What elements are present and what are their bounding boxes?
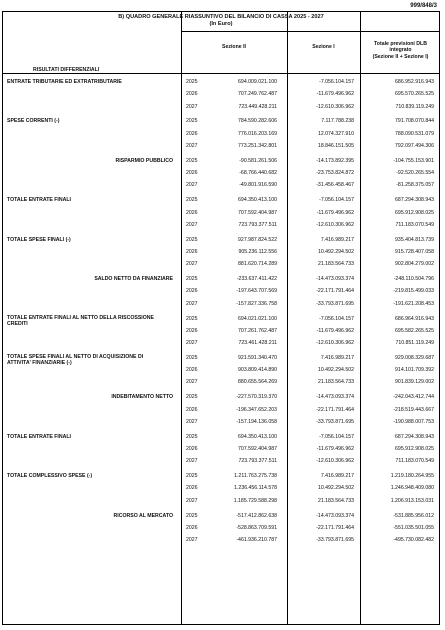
value-sezione-ii: -68.766.440.682	[239, 170, 277, 177]
value-totale: 902.804.279.002	[395, 261, 434, 268]
row-label: TOTALE ENTRATE FINALI	[7, 197, 71, 204]
value-sezione-ii: -157.194.136.058	[236, 418, 277, 425]
table-title-line2: (In Euro)	[209, 21, 233, 27]
table-row	[3, 470, 439, 482]
table-row	[3, 325, 439, 337]
table-row	[3, 510, 439, 522]
row-year: 2027	[186, 458, 198, 465]
row-year: 2027	[186, 103, 198, 110]
value-sezione-i: -11.679.496.962	[316, 91, 354, 98]
page-reference: 999/848/3	[410, 3, 437, 9]
value-sezione-ii: 1.211.763.275.738	[234, 473, 277, 480]
table-row	[3, 364, 439, 376]
value-sezione-ii: 880.655.564.269	[238, 379, 277, 386]
value-sezione-i: 21.183.564.733	[317, 261, 354, 268]
value-sezione-i: -33.793.871.695	[316, 537, 354, 543]
value-sezione-ii: 723.793.377.511	[238, 458, 277, 465]
value-totale: -92.520.265.554	[396, 170, 434, 177]
row-label: TOTALE SPESE FINALI AL NETTO DI ACQUISIZIONE DI ATTIVITA' FINANZIARIE (-)	[7, 353, 144, 367]
table-title-line1: B) QUADRO GENERALE RIASSUNTIVO DEL BILANCIO DI CASSA 2025 - 2027	[118, 14, 324, 20]
value-totale: -81.258.375.057	[396, 182, 434, 189]
value-sezione-i: 21.183.564.733	[317, 497, 354, 504]
value-sezione-ii: 773.251.342.801	[238, 142, 277, 149]
value-sezione-ii: 927.987.824.522	[238, 236, 277, 243]
row-year: 2027	[186, 300, 198, 307]
value-sezione-ii: 694.350.413.100	[238, 197, 277, 204]
value-totale: 901.839.129.002	[395, 379, 434, 386]
value-sezione-i: -11.679.496.962	[316, 446, 354, 452]
value-sezione-i: -33.793.871.695	[316, 418, 354, 425]
value-sezione-ii: 694.009.021.100	[238, 79, 277, 85]
table-row	[3, 455, 439, 467]
table-row	[3, 140, 439, 152]
table-row	[3, 482, 439, 494]
value-sezione-i: -12.610.306.962	[316, 458, 354, 465]
value-sezione-i: -7.056.104.157	[319, 433, 354, 440]
value-totale: 695.570.265.525	[395, 91, 434, 98]
table-row	[3, 207, 439, 219]
value-totale: 695.912.908.025	[395, 209, 434, 216]
value-totale: 1.206.913.153.031	[390, 497, 434, 504]
value-totale: 711.183.070.549	[395, 458, 434, 465]
value-sezione-ii: 881.620.714.289	[238, 261, 277, 268]
row-year: 2027	[186, 537, 198, 543]
row-year: 2025	[186, 157, 198, 164]
row-year: 2025	[186, 236, 198, 243]
value-totale: 686.964.916.943	[395, 315, 434, 322]
row-year: 2026	[186, 327, 198, 334]
table-row	[3, 88, 439, 100]
value-sezione-ii: 903.809.414.890	[238, 367, 277, 374]
value-sezione-i: 7.416.989.217	[320, 236, 354, 243]
value-sezione-i: 10.492.294.502	[317, 367, 354, 374]
value-sezione-ii: 723.793.377.511	[238, 221, 277, 228]
value-sezione-i: 7.117.788.238	[321, 118, 354, 125]
value-totale: 1.246.948.409.080	[390, 485, 434, 492]
value-totale: 929.008.329.687	[395, 354, 434, 361]
table-row	[3, 76, 439, 88]
value-totale: 687.294.308.943	[395, 433, 434, 440]
value-sezione-i: -7.056.104.157	[319, 79, 354, 85]
row-label: RISPARMIO PUBBLICO	[115, 157, 173, 164]
value-sezione-i: -7.056.104.157	[319, 315, 354, 322]
value-totale: -190.988.007.753	[393, 418, 434, 425]
value-sezione-i: -14.473.093.374	[316, 394, 354, 401]
row-year: 2027	[186, 418, 198, 425]
value-totale: -495.730.082.482	[393, 537, 434, 543]
value-sezione-i: -11.679.496.962	[316, 209, 354, 216]
value-sezione-i: -14.473.093.374	[316, 512, 354, 519]
value-sezione-ii: 707.261.762.487	[238, 327, 277, 334]
row-year: 2025	[186, 433, 198, 440]
value-totale: 1.219.180.264.955	[390, 473, 434, 480]
value-sezione-ii: 784.590.282.606	[238, 118, 277, 125]
table-row	[3, 313, 439, 325]
value-totale: 710.851.119.249	[395, 340, 434, 346]
value-sezione-ii: 694.350.413.100	[238, 433, 277, 440]
value-sezione-ii: -461.936.210.787	[236, 537, 277, 543]
value-totale: 686.952.916.943	[395, 79, 434, 85]
row-year: 2026	[186, 367, 198, 374]
value-sezione-ii: -197.643.707.569	[236, 288, 277, 295]
value-totale: -531.885.956.012	[393, 512, 434, 519]
header-divider	[3, 73, 439, 74]
row-year: 2026	[186, 130, 198, 137]
value-totale: -218.519.443.667	[393, 406, 434, 413]
table-row	[3, 376, 439, 388]
table-row	[3, 194, 439, 206]
row-label: TOTALE COMPLESSIVO SPESE (-)	[7, 473, 93, 480]
value-sezione-ii: 905.236.112.556	[238, 248, 277, 255]
value-sezione-i: -12.610.306.962	[316, 221, 354, 228]
row-year: 2026	[186, 288, 198, 295]
summary-table	[2, 11, 440, 625]
value-totale: 695.582.265.525	[395, 327, 434, 334]
value-sezione-ii: 1.236.456.114.578	[234, 485, 277, 492]
table-row	[3, 246, 439, 258]
value-sezione-i: 7.416.989.217	[320, 473, 354, 480]
row-year: 2027	[186, 379, 198, 386]
header-totale-line1: Totale previsioni DLB	[374, 41, 427, 47]
row-label: TOTALE SPESE FINALI (-)	[7, 236, 71, 243]
value-totale: 711.183.070.549	[395, 221, 434, 228]
header-sezione-ii: Sezione II	[222, 44, 246, 50]
value-totale: -248.110.504.796	[393, 276, 434, 283]
table-row	[3, 416, 439, 428]
value-sezione-i: -14.173.892.395	[316, 157, 354, 164]
value-sezione-i: 18.846.151.505	[317, 142, 354, 149]
value-sezione-i: -12.610.306.962	[316, 103, 354, 110]
row-label: ENTRATE TRIBUTARIE ED EXTRATRIBUTARIE	[7, 79, 122, 85]
header-sezione-i: Sezione I	[312, 44, 335, 50]
row-year: 2027	[186, 497, 198, 504]
row-year: 2025	[186, 79, 198, 85]
value-totale: 914.101.709.392	[395, 367, 434, 374]
table-row	[3, 522, 439, 534]
row-year: 2025	[186, 512, 198, 519]
value-sezione-i: -23.753.824.872	[316, 170, 354, 177]
row-label: INDEBITAMENTO NETTO	[111, 394, 173, 401]
table-row	[3, 534, 439, 546]
value-totale: 935.404.813.739	[395, 236, 434, 243]
value-sezione-ii: 1.185.729.588.298	[233, 497, 277, 504]
row-year: 2026	[186, 209, 198, 216]
row-year: 2025	[186, 354, 198, 361]
table-row	[3, 443, 439, 455]
value-sezione-ii: -196.347.652.203	[236, 406, 277, 413]
header-totale	[360, 41, 441, 60]
row-year: 2026	[186, 406, 198, 413]
table-row	[3, 258, 439, 270]
value-sezione-i: 10.492.294.502	[317, 248, 354, 255]
row-year: 2025	[186, 276, 198, 283]
table-row	[3, 101, 439, 113]
row-label: SPESE CORRENTI (-)	[7, 118, 60, 125]
value-sezione-ii: -227.570.319.370	[236, 394, 277, 401]
value-sezione-i: 21.183.564.733	[317, 379, 354, 386]
row-year: 2027	[186, 261, 198, 268]
table-row	[3, 115, 439, 127]
value-sezione-i: -7.056.104.157	[319, 197, 354, 204]
table-row	[3, 234, 439, 246]
row-year: 2027	[186, 182, 198, 189]
header-totale-line3: (Sezione II + Sezione I)	[372, 53, 429, 60]
value-sezione-i: -11.679.496.962	[316, 327, 354, 334]
value-totale: 791.708.070.844	[395, 118, 434, 125]
table-row	[3, 285, 439, 297]
table-row	[3, 273, 439, 285]
row-year: 2026	[186, 170, 198, 177]
row-year: 2025	[186, 473, 198, 480]
row-year: 2025	[186, 118, 198, 125]
row-year: 2025	[186, 315, 198, 322]
value-sezione-ii: -90.581.261.506	[239, 157, 277, 164]
table-row	[3, 352, 439, 367]
value-sezione-ii: 707.249.762.487	[238, 91, 277, 98]
value-sezione-ii: -517.412.862.638	[236, 512, 277, 519]
row-label: TOTALE ENTRATE FINALI	[7, 433, 71, 440]
header-risultati-differenziali: RISULTATI DIFFERENZIALI	[33, 67, 100, 73]
table-title	[3, 14, 439, 28]
row-year: 2026	[186, 524, 198, 531]
table-row	[3, 495, 439, 507]
table-row	[3, 431, 439, 443]
value-sezione-ii: 707.592.404.987	[238, 209, 277, 216]
table-row	[3, 179, 439, 191]
value-sezione-ii: -233.637.411.422	[236, 276, 277, 283]
value-sezione-i: -22.171.791.464	[316, 406, 354, 413]
value-totale: 710.839.119.249	[395, 103, 434, 110]
value-totale: -104.755.153.901	[393, 157, 434, 164]
table-row	[3, 155, 439, 167]
value-sezione-i: -22.171.791.464	[316, 288, 354, 295]
header-divider	[181, 31, 439, 32]
row-year: 2025	[186, 394, 198, 401]
value-sezione-ii: -49.801.916.590	[239, 182, 277, 189]
value-sezione-ii: 694.021.021.100	[238, 315, 277, 322]
value-totale: 695.912.908.025	[395, 446, 434, 452]
table-row	[3, 167, 439, 179]
value-totale: -191.621.208.453	[393, 300, 434, 307]
value-sezione-ii: 776.016.203.169	[238, 130, 277, 137]
row-label: RICORSO AL MERCATO	[113, 512, 173, 519]
value-sezione-i: 10.492.294.502	[317, 485, 354, 492]
value-sezione-ii: 921.591.340.470	[238, 354, 277, 361]
value-sezione-ii: 723.461.428.211	[238, 340, 277, 346]
row-year: 2027	[186, 221, 198, 228]
row-year: 2027	[186, 142, 198, 149]
row-year: 2026	[186, 446, 198, 452]
table-row	[3, 298, 439, 310]
value-totale: -242.043.412.744	[393, 394, 434, 401]
row-label: SALDO NETTO DA FINANZIARE	[94, 276, 173, 283]
value-sezione-i: -12.610.306.962	[316, 340, 354, 346]
table-row	[3, 219, 439, 231]
table-row	[3, 404, 439, 416]
value-sezione-ii: 723.449.428.211	[238, 103, 277, 110]
row-year: 2026	[186, 248, 198, 255]
value-totale: -219.815.499.033	[393, 288, 434, 295]
table-row	[3, 391, 439, 403]
value-sezione-i: -33.793.871.695	[316, 300, 354, 307]
row-year: 2027	[186, 340, 198, 346]
value-sezione-ii: -528.863.709.591	[236, 524, 277, 531]
value-sezione-i: 7.416.989.217	[320, 354, 354, 361]
value-totale: 915.728.407.058	[395, 248, 434, 255]
value-sezione-ii: 707.592.404.987	[238, 446, 277, 452]
value-sezione-i: -14.473.093.374	[316, 276, 354, 283]
row-year: 2026	[186, 485, 198, 492]
value-sezione-ii: -157.827.336.758	[236, 300, 277, 307]
table-row	[3, 337, 439, 349]
value-sezione-i: -31.456.458.467	[316, 182, 354, 189]
row-label: TOTALE ENTRATE FINALI AL NETTO DELLA RISCOSSIONE CREDITI	[7, 314, 154, 327]
table-row	[3, 128, 439, 140]
row-year: 2026	[186, 91, 198, 98]
row-year: 2025	[186, 197, 198, 204]
value-totale: 687.294.308.943	[395, 197, 434, 204]
value-totale: 788.090.531.079	[395, 130, 434, 137]
value-totale: -551.035.501.055	[393, 524, 434, 531]
value-sezione-i: 12.074.327.910	[317, 130, 354, 137]
value-totale: 792.097.494.306	[395, 142, 434, 149]
header-totale-line2: integrato	[389, 47, 412, 54]
value-sezione-i: -22.171.791.464	[316, 524, 354, 531]
